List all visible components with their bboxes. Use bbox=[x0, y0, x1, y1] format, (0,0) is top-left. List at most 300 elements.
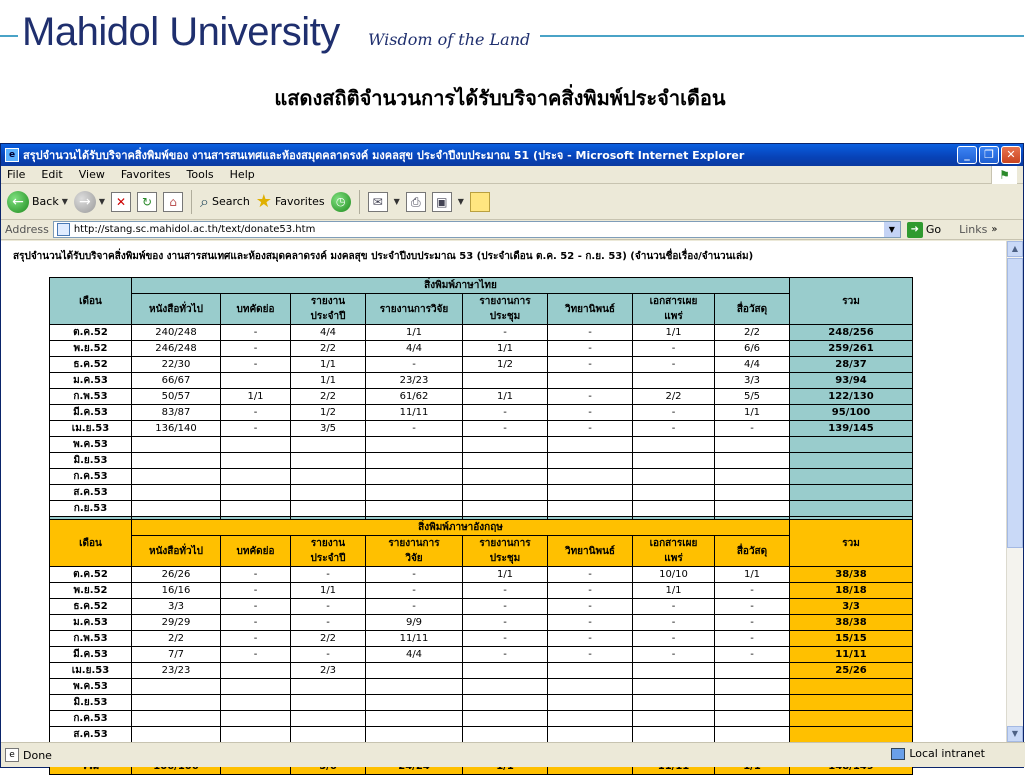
vertical-scrollbar[interactable] bbox=[1006, 241, 1023, 742]
go-label: Go bbox=[925, 223, 942, 236]
cell-av bbox=[715, 501, 790, 517]
search-label: Search bbox=[212, 195, 250, 208]
cell-av: 1/1 bbox=[715, 405, 790, 421]
cell-conf: 1/1 bbox=[463, 389, 548, 405]
status-text: Done bbox=[23, 748, 52, 762]
header-thesis: วิทยานิพนธ์ bbox=[548, 536, 633, 567]
stop-icon[interactable]: ✕ bbox=[111, 192, 131, 212]
cell-month: มิ.ย.53 bbox=[50, 453, 132, 469]
cell-month: พ.ค.53 bbox=[50, 437, 132, 453]
header-document bbox=[633, 294, 715, 325]
cell-month: ส.ค.53 bbox=[50, 485, 132, 501]
cell-av: - bbox=[715, 647, 790, 663]
ie-page-icon: e bbox=[5, 148, 19, 162]
cell-thesis: - bbox=[548, 647, 633, 663]
cell-month: ก.พ.53 bbox=[50, 389, 132, 405]
cell-article bbox=[221, 727, 291, 743]
cell-report bbox=[291, 695, 366, 711]
back-button[interactable] bbox=[7, 191, 68, 213]
cell-doc bbox=[633, 663, 715, 679]
header-conference-line1: รายงานการ bbox=[479, 296, 531, 307]
cell-research: 11/11 bbox=[366, 405, 463, 421]
search-icon: ⌕ bbox=[200, 191, 209, 211]
cell-total: 139/145 bbox=[790, 421, 913, 437]
menu-tools[interactable]: Tools bbox=[186, 168, 214, 181]
cell-report: - bbox=[291, 567, 366, 583]
scroll-thumb[interactable] bbox=[1007, 258, 1023, 548]
cell-article: - bbox=[221, 325, 291, 341]
cell-thesis: - bbox=[548, 389, 633, 405]
cell-total: 93/94 bbox=[790, 373, 913, 389]
cell-research: - bbox=[366, 583, 463, 599]
cell-conf: - bbox=[463, 599, 548, 615]
header-total: รวม bbox=[790, 520, 913, 567]
cell-month: ธ.ค.52 bbox=[50, 599, 132, 615]
cell-book: 136/140 bbox=[132, 421, 221, 437]
table-row bbox=[50, 325, 913, 341]
cell-month: พ.ย.52 bbox=[50, 583, 132, 599]
cell-report bbox=[291, 501, 366, 517]
cell-conf bbox=[463, 679, 548, 695]
cell-article: - bbox=[221, 647, 291, 663]
cell-article bbox=[221, 679, 291, 695]
table-row bbox=[50, 373, 913, 389]
table-row bbox=[50, 567, 913, 583]
cell-article bbox=[221, 663, 291, 679]
search-button[interactable] bbox=[200, 192, 250, 212]
menu-help[interactable]: Help bbox=[229, 168, 255, 181]
cell-book: 3/3 bbox=[132, 599, 221, 615]
cell-total bbox=[790, 727, 913, 743]
table-row bbox=[50, 663, 913, 679]
header-document-line1: เอกสารเผย bbox=[649, 296, 698, 307]
mail-icon[interactable]: ✉ bbox=[368, 192, 388, 212]
cell-report bbox=[291, 453, 366, 469]
cell-total bbox=[790, 501, 913, 517]
cell-book: 23/23 bbox=[132, 663, 221, 679]
cell-thesis: - bbox=[548, 405, 633, 421]
cell-article bbox=[221, 711, 291, 727]
cell-month: ธ.ค.52 bbox=[50, 357, 132, 373]
cell-doc bbox=[633, 453, 715, 469]
table-row bbox=[50, 711, 913, 727]
cell-total: 11/11 bbox=[790, 647, 913, 663]
table-row bbox=[50, 357, 913, 373]
cell-book bbox=[132, 679, 221, 695]
cell-report: 3/5 bbox=[291, 421, 366, 437]
table-row bbox=[50, 501, 913, 517]
cell-month: ก.ค.53 bbox=[50, 469, 132, 485]
cell-total bbox=[790, 695, 913, 711]
cell-article: - bbox=[221, 599, 291, 615]
english-publications-table bbox=[49, 519, 913, 775]
cell-conf bbox=[463, 453, 548, 469]
cell-research: - bbox=[366, 357, 463, 373]
cell-total: 38/38 bbox=[790, 567, 913, 583]
cell-article bbox=[221, 485, 291, 501]
back-dropdown-icon[interactable]: ▼ bbox=[61, 197, 68, 206]
cell-doc: - bbox=[633, 599, 715, 615]
cell-article: - bbox=[221, 631, 291, 647]
header-report-line1: รายงาน bbox=[310, 296, 346, 307]
logo-line-left bbox=[0, 35, 18, 37]
menu-favorites[interactable]: Favorites bbox=[120, 168, 171, 181]
security-zone bbox=[891, 747, 985, 760]
cell-book bbox=[132, 485, 221, 501]
cell-month: มี.ค.53 bbox=[50, 647, 132, 663]
cell-conf bbox=[463, 437, 548, 453]
header-research-line1: รายงานการ bbox=[388, 538, 440, 549]
windows-flag-icon: ⚑ bbox=[991, 166, 1017, 184]
cell-total bbox=[790, 679, 913, 695]
history-icon[interactable]: ◷ bbox=[331, 192, 351, 212]
cell-thesis bbox=[548, 695, 633, 711]
forward-button[interactable] bbox=[74, 191, 105, 213]
cell-book: 50/57 bbox=[132, 389, 221, 405]
header-conference bbox=[463, 536, 548, 567]
table-row bbox=[50, 679, 913, 695]
cell-total: 248/256 bbox=[790, 325, 913, 341]
cell-av: - bbox=[715, 583, 790, 599]
cell-conf: - bbox=[463, 647, 548, 663]
links-chevron-icon[interactable]: » bbox=[991, 224, 998, 235]
table-row bbox=[50, 469, 913, 485]
cell-report: - bbox=[291, 599, 366, 615]
cell-report: 1/1 bbox=[291, 373, 366, 389]
cell-book bbox=[132, 727, 221, 743]
header-document-line2: แพร่ bbox=[664, 311, 683, 322]
refresh-icon[interactable]: ↻ bbox=[137, 192, 157, 212]
print-icon[interactable]: ⎙ bbox=[406, 192, 426, 212]
cell-article: - bbox=[221, 357, 291, 373]
cell-month: มี.ค.53 bbox=[50, 405, 132, 421]
cell-book: 83/87 bbox=[132, 405, 221, 421]
cell-av: 2/2 bbox=[715, 325, 790, 341]
cell-av: 5/5 bbox=[715, 389, 790, 405]
cell-av: 6/6 bbox=[715, 341, 790, 357]
cell-report bbox=[291, 469, 366, 485]
cell-article: - bbox=[221, 567, 291, 583]
status-bar bbox=[1, 742, 1025, 767]
favorites-label: Favorites bbox=[274, 195, 325, 208]
cell-thesis bbox=[548, 485, 633, 501]
cell-book: 240/248 bbox=[132, 325, 221, 341]
cell-month: เม.ย.53 bbox=[50, 421, 132, 437]
cell-research bbox=[366, 469, 463, 485]
header-research bbox=[366, 536, 463, 567]
cell-article bbox=[221, 453, 291, 469]
cell-av: 1/1 bbox=[715, 567, 790, 583]
cell-total: 18/18 bbox=[790, 583, 913, 599]
cell-report: 1/1 bbox=[291, 583, 366, 599]
cell-research: 23/23 bbox=[366, 373, 463, 389]
page-content bbox=[1, 241, 1007, 742]
cell-doc: - bbox=[633, 631, 715, 647]
cell-total: 25/26 bbox=[790, 663, 913, 679]
restore-button[interactable]: ❐ bbox=[979, 146, 999, 164]
cell-thesis: - bbox=[548, 341, 633, 357]
header-conference-line2: ประชุม bbox=[489, 553, 521, 564]
cell-book: 29/29 bbox=[132, 615, 221, 631]
address-url: http://stang.sc.mahidol.ac.th/text/donate53.htm bbox=[73, 224, 316, 235]
home-icon[interactable]: ⌂ bbox=[163, 192, 183, 212]
window-controls bbox=[957, 146, 1021, 164]
table-row bbox=[50, 389, 913, 405]
cell-article: 1/1 bbox=[221, 389, 291, 405]
cell-month: ต.ค.52 bbox=[50, 325, 132, 341]
links-button[interactable]: Links bbox=[959, 223, 988, 236]
cell-av: - bbox=[715, 599, 790, 615]
cell-thesis bbox=[548, 501, 633, 517]
cell-book: 246/248 bbox=[132, 341, 221, 357]
cell-total: 38/38 bbox=[790, 615, 913, 631]
cell-month: ก.ย.53 bbox=[50, 501, 132, 517]
go-button[interactable] bbox=[907, 222, 941, 238]
address-label: Address bbox=[5, 223, 49, 236]
address-input[interactable] bbox=[53, 221, 901, 238]
cell-report bbox=[291, 485, 366, 501]
cell-book bbox=[132, 695, 221, 711]
cell-research bbox=[366, 711, 463, 727]
header-report bbox=[291, 536, 366, 567]
cell-doc: 1/1 bbox=[633, 583, 715, 599]
cell-research bbox=[366, 453, 463, 469]
cell-article: - bbox=[221, 583, 291, 599]
cell-conf bbox=[463, 727, 548, 743]
cell-report: 4/4 bbox=[291, 325, 366, 341]
cell-book bbox=[132, 437, 221, 453]
cell-conf: - bbox=[463, 405, 548, 421]
forward-dropdown-icon[interactable]: ▼ bbox=[98, 197, 106, 206]
table-row bbox=[50, 421, 913, 437]
cell-thesis bbox=[548, 727, 633, 743]
cell-total bbox=[790, 485, 913, 501]
cell-report: - bbox=[291, 647, 366, 663]
back-label: Back bbox=[32, 195, 59, 208]
scroll-up-icon[interactable]: ▲ bbox=[1007, 241, 1023, 257]
cell-book bbox=[132, 501, 221, 517]
header-research-line2: วิจัย bbox=[405, 553, 423, 564]
cell-month: เม.ย.53 bbox=[50, 663, 132, 679]
header-document bbox=[633, 536, 715, 567]
cell-book bbox=[132, 453, 221, 469]
cell-total: 3/3 bbox=[790, 599, 913, 615]
cell-conf: - bbox=[463, 631, 548, 647]
cell-book: 16/16 bbox=[132, 583, 221, 599]
cell-thesis: - bbox=[548, 599, 633, 615]
cell-book: 7/7 bbox=[132, 647, 221, 663]
cell-av: - bbox=[715, 421, 790, 437]
header-total: รวม bbox=[790, 278, 913, 325]
header-article: บทคัดย่อ bbox=[221, 536, 291, 567]
cell-doc: - bbox=[633, 421, 715, 437]
header-group: สิ่งพิมพ์ภาษาอังกฤษ bbox=[132, 520, 790, 536]
cell-article: - bbox=[221, 615, 291, 631]
menu-bar bbox=[1, 166, 1023, 184]
toolbar-separator bbox=[191, 190, 192, 214]
ie-window bbox=[0, 143, 1024, 768]
intranet-icon bbox=[891, 748, 905, 760]
header-thesis: วิทยานิพนธ์ bbox=[548, 294, 633, 325]
cell-research: 11/11 bbox=[366, 631, 463, 647]
cell-conf bbox=[463, 695, 548, 711]
address-bar bbox=[1, 220, 1023, 240]
cell-thesis: - bbox=[548, 631, 633, 647]
cell-thesis bbox=[548, 373, 633, 389]
cell-research bbox=[366, 679, 463, 695]
table-row bbox=[50, 405, 913, 421]
table-row bbox=[50, 485, 913, 501]
header-media: สื่อวัสดุ bbox=[715, 536, 790, 567]
thai-table-body bbox=[50, 325, 913, 533]
cell-total: 95/100 bbox=[790, 405, 913, 421]
cell-research bbox=[366, 501, 463, 517]
header-book: หนังสือทั่วไป bbox=[132, 294, 221, 325]
cell-research: - bbox=[366, 567, 463, 583]
cell-doc: - bbox=[633, 405, 715, 421]
forward-arrow-icon: → bbox=[74, 191, 96, 213]
university-name: Mahidol University bbox=[22, 10, 340, 54]
edit-dropdown-icon[interactable]: ▼ bbox=[457, 197, 464, 206]
cell-report: 2/2 bbox=[291, 389, 366, 405]
content-title: สรุปจำนวนได้รับบริจาคสิ่งพิมพ์ของ งานสารสนเทศและห้องสมุดคลาดรงค์ มงคลสุข ประจำปีงบประมาณ 53 (ประจำเดือน ต.ค. 52 - ก.ย. 53) (จำนวนชื่อเรื่อง/จำนวนเล่ม) bbox=[13, 251, 754, 262]
cell-report bbox=[291, 711, 366, 727]
cell-conf: - bbox=[463, 325, 548, 341]
header-conference bbox=[463, 294, 548, 325]
cell-report: 2/3 bbox=[291, 663, 366, 679]
menu-edit[interactable]: Edit bbox=[41, 168, 63, 181]
cell-av: - bbox=[715, 615, 790, 631]
cell-doc: 1/1 bbox=[633, 325, 715, 341]
cell-month: มิ.ย.53 bbox=[50, 695, 132, 711]
cell-article: - bbox=[221, 341, 291, 357]
cell-conf bbox=[463, 469, 548, 485]
header-group: สิ่งพิมพ์ภาษาไทย bbox=[132, 278, 790, 294]
cell-report: - bbox=[291, 615, 366, 631]
edit-icon[interactable]: ▣ bbox=[432, 192, 452, 212]
table-row bbox=[50, 583, 913, 599]
cell-av bbox=[715, 469, 790, 485]
cell-doc bbox=[633, 695, 715, 711]
cell-conf bbox=[463, 663, 548, 679]
cell-doc bbox=[633, 501, 715, 517]
cell-av: - bbox=[715, 631, 790, 647]
cell-conf: 1/1 bbox=[463, 567, 548, 583]
cell-av bbox=[715, 711, 790, 727]
cell-thesis bbox=[548, 711, 633, 727]
toolbar bbox=[1, 184, 1023, 220]
header-document-line2: แพร่ bbox=[664, 553, 683, 564]
cell-doc: - bbox=[633, 341, 715, 357]
cell-conf: - bbox=[463, 421, 548, 437]
cell-conf: - bbox=[463, 583, 548, 599]
cell-research bbox=[366, 485, 463, 501]
cell-conf: 1/2 bbox=[463, 357, 548, 373]
cell-av bbox=[715, 679, 790, 695]
minimize-button[interactable]: _ bbox=[957, 146, 977, 164]
cell-total bbox=[790, 453, 913, 469]
cell-av bbox=[715, 485, 790, 501]
table-row bbox=[50, 453, 913, 469]
cell-av: 4/4 bbox=[715, 357, 790, 373]
cell-research: 9/9 bbox=[366, 615, 463, 631]
cell-total: 28/37 bbox=[790, 357, 913, 373]
cell-month: ต.ค.52 bbox=[50, 567, 132, 583]
cell-article bbox=[221, 437, 291, 453]
menu-file[interactable]: File bbox=[7, 168, 26, 181]
mail-dropdown-icon[interactable]: ▼ bbox=[393, 197, 400, 206]
header-report-line2: ประจำปี bbox=[310, 311, 346, 322]
table-row bbox=[50, 615, 913, 631]
cell-month: ก.ค.53 bbox=[50, 711, 132, 727]
cell-report bbox=[291, 727, 366, 743]
cell-research bbox=[366, 695, 463, 711]
cell-research: 4/4 bbox=[366, 647, 463, 663]
cell-report bbox=[291, 679, 366, 695]
cell-doc: 2/2 bbox=[633, 389, 715, 405]
close-button[interactable]: ✕ bbox=[1001, 146, 1021, 164]
header-report-line1: รายงาน bbox=[310, 538, 346, 549]
table-row bbox=[50, 437, 913, 453]
go-arrow-icon: ➜ bbox=[907, 222, 923, 238]
table-row bbox=[50, 341, 913, 357]
cell-report bbox=[291, 437, 366, 453]
header-article: บทคัดย่อ bbox=[221, 294, 291, 325]
university-motto: Wisdom of the Land bbox=[368, 30, 531, 49]
menu-view[interactable]: View bbox=[78, 168, 105, 181]
discuss-icon[interactable] bbox=[470, 192, 490, 212]
header-month: เดือน bbox=[50, 520, 132, 567]
cell-research: 1/1 bbox=[366, 325, 463, 341]
cell-av bbox=[715, 663, 790, 679]
zone-text: Local intranet bbox=[909, 747, 985, 760]
cell-doc: - bbox=[633, 647, 715, 663]
address-dropdown-icon[interactable]: ▼ bbox=[884, 222, 900, 237]
header-book: หนังสือทั่วไป bbox=[132, 536, 221, 567]
table-row bbox=[50, 727, 913, 743]
cell-doc bbox=[633, 679, 715, 695]
cell-doc bbox=[633, 437, 715, 453]
cell-month: พ.ย.52 bbox=[50, 341, 132, 357]
header-research: รายงานการวิจัย bbox=[366, 294, 463, 325]
cell-thesis: - bbox=[548, 615, 633, 631]
star-icon: ★ bbox=[255, 191, 272, 212]
scroll-down-icon[interactable]: ▼ bbox=[1007, 726, 1023, 742]
window-titlebar[interactable] bbox=[1, 144, 1023, 166]
cell-thesis bbox=[548, 437, 633, 453]
cell-doc bbox=[633, 373, 715, 389]
cell-article: - bbox=[221, 421, 291, 437]
cell-conf bbox=[463, 485, 548, 501]
cell-av bbox=[715, 727, 790, 743]
cell-thesis: - bbox=[548, 583, 633, 599]
cell-doc: 10/10 bbox=[633, 567, 715, 583]
cell-report: 2/2 bbox=[291, 341, 366, 357]
cell-thesis: - bbox=[548, 325, 633, 341]
toolbar-separator bbox=[359, 190, 360, 214]
header-conference-line1: รายงานการ bbox=[479, 538, 531, 549]
cell-research: 61/62 bbox=[366, 389, 463, 405]
cell-conf: 1/1 bbox=[463, 341, 548, 357]
cell-article bbox=[221, 695, 291, 711]
header-media: สื่อวัสดุ bbox=[715, 294, 790, 325]
favorites-button[interactable] bbox=[256, 191, 325, 212]
cell-book bbox=[132, 469, 221, 485]
table-row bbox=[50, 599, 913, 615]
slide-header bbox=[0, 0, 1024, 140]
cell-av bbox=[715, 695, 790, 711]
cell-conf bbox=[463, 501, 548, 517]
